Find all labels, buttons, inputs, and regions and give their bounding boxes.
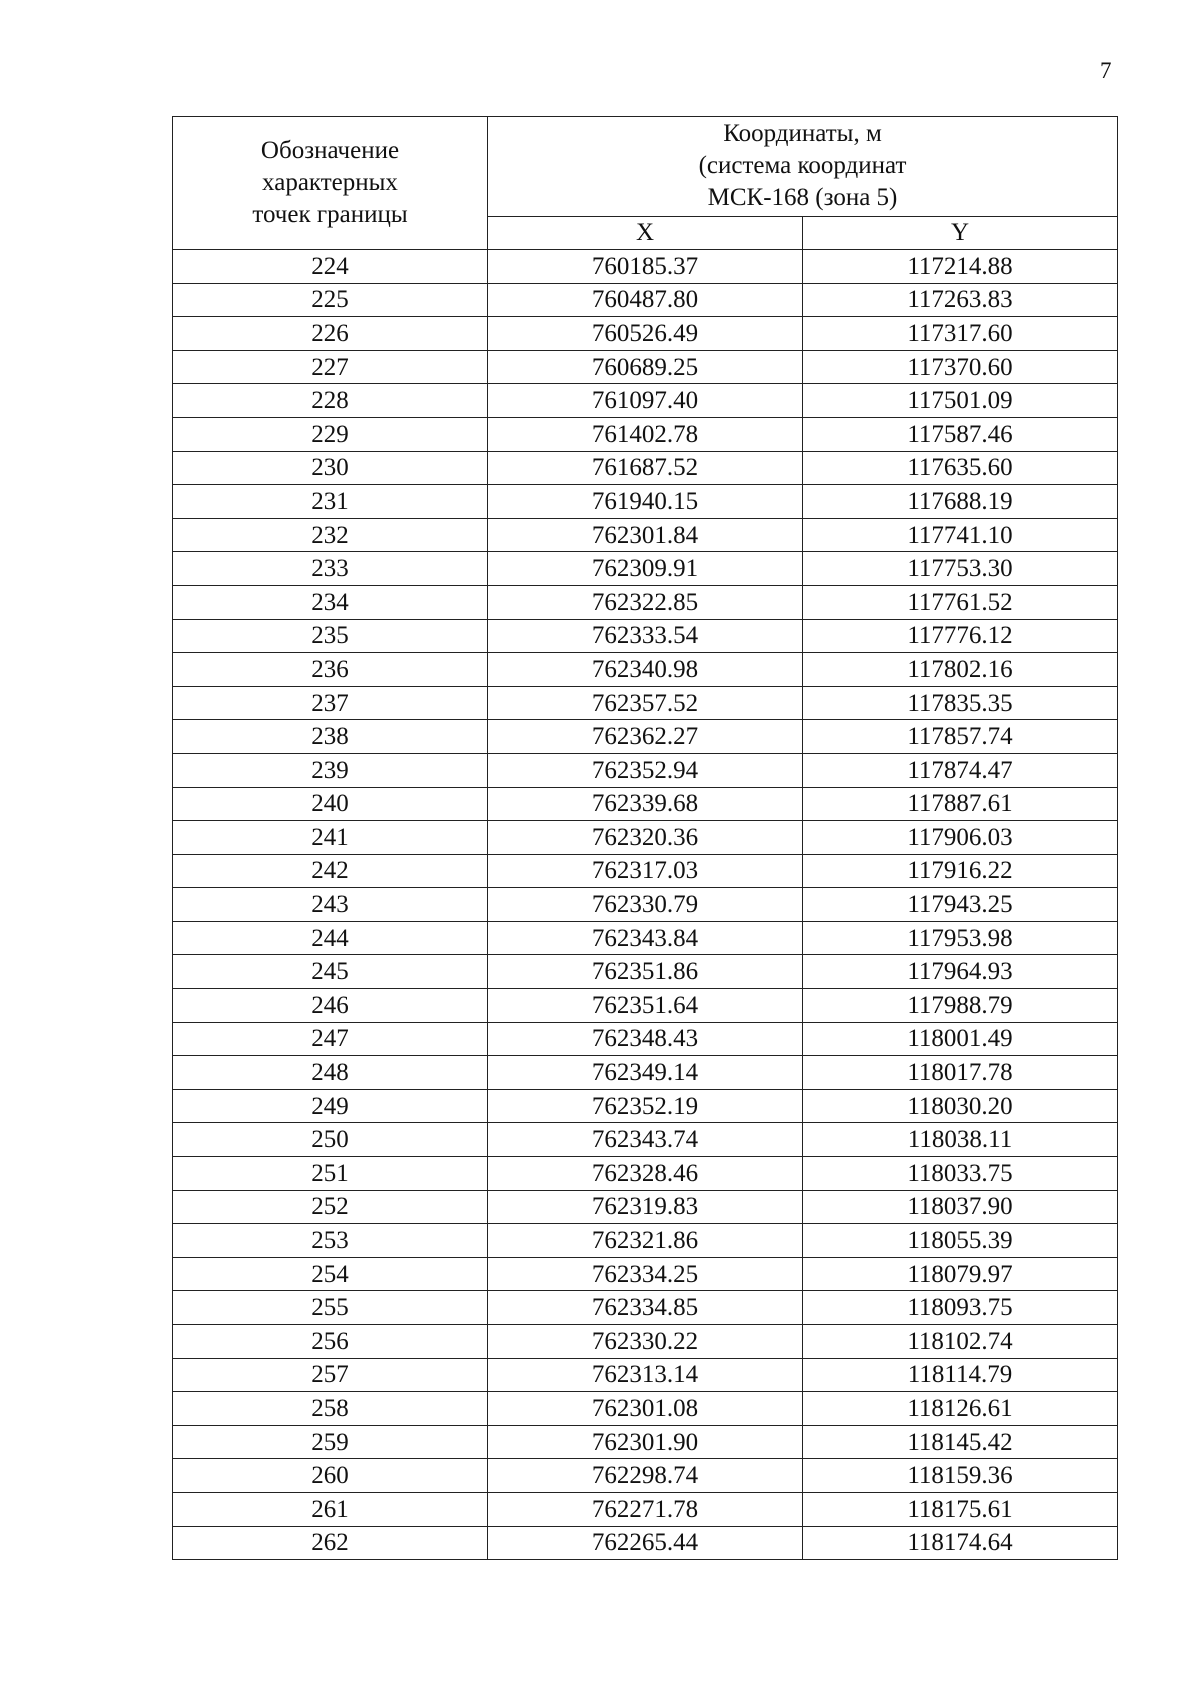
table-row: [173, 989, 1118, 1023]
x-coordinate-cell: 762320.36: [488, 821, 803, 855]
y-coordinate-cell: 118145.42: [803, 1425, 1118, 1459]
y-coordinate-cell: 117263.83: [803, 283, 1118, 317]
point-cell: 258: [173, 1392, 488, 1426]
x-coordinate-cell: 762334.85: [488, 1291, 803, 1325]
y-coordinate-cell: 117761.52: [803, 585, 1118, 619]
point-cell: 262: [173, 1526, 488, 1560]
x-coordinate-cell: 762352.94: [488, 753, 803, 787]
x-coordinate-cell: 761402.78: [488, 417, 803, 451]
x-coordinate-cell: 760185.37: [488, 250, 803, 284]
table-header: [173, 117, 1118, 250]
x-coordinate-cell: 762328.46: [488, 1157, 803, 1191]
x-coordinate-cell: 761940.15: [488, 485, 803, 519]
table-row: [173, 1492, 1118, 1526]
x-coordinate-cell: 762301.84: [488, 518, 803, 552]
x-coordinate-cell: 762343.74: [488, 1123, 803, 1157]
x-coordinate-cell: 762322.85: [488, 585, 803, 619]
table-row: [173, 753, 1118, 787]
x-column-header: X: [488, 216, 803, 249]
table-row: [173, 1257, 1118, 1291]
point-cell: 247: [173, 1022, 488, 1056]
table-row: [173, 1526, 1118, 1560]
point-cell: 248: [173, 1056, 488, 1090]
table-row: [173, 854, 1118, 888]
point-cell: 231: [173, 485, 488, 519]
y-coordinate-cell: 117741.10: [803, 518, 1118, 552]
y-coordinate-cell: 118102.74: [803, 1325, 1118, 1359]
y-coordinate-cell: 117753.30: [803, 552, 1118, 586]
point-cell: 259: [173, 1425, 488, 1459]
table-row: [173, 1022, 1118, 1056]
point-cell: 240: [173, 787, 488, 821]
x-coordinate-cell: 762301.08: [488, 1392, 803, 1426]
point-cell: 233: [173, 552, 488, 586]
point-cell: 261: [173, 1492, 488, 1526]
table-row: [173, 888, 1118, 922]
y-coordinate-cell: 117943.25: [803, 888, 1118, 922]
x-coordinate-cell: 762334.25: [488, 1257, 803, 1291]
table-body: [173, 250, 1118, 1560]
table-row: [173, 821, 1118, 855]
x-coordinate-cell: 762330.79: [488, 888, 803, 922]
page-number: 7: [1100, 58, 1112, 83]
table-row: [173, 451, 1118, 485]
point-cell: 234: [173, 585, 488, 619]
table-row: [173, 1224, 1118, 1258]
point-cell: 228: [173, 384, 488, 418]
y-coordinate-cell: 118038.11: [803, 1123, 1118, 1157]
coordinates-header: Координаты, м (система координат МСК-168 (зона 5): [488, 117, 1118, 217]
x-coordinate-cell: 761097.40: [488, 384, 803, 418]
y-coordinate-cell: 117587.46: [803, 417, 1118, 451]
table-row: [173, 350, 1118, 384]
point-cell: 253: [173, 1224, 488, 1258]
table-row: [173, 485, 1118, 519]
x-coordinate-cell: 762301.90: [488, 1425, 803, 1459]
table-row: [173, 317, 1118, 351]
y-coordinate-cell: 117635.60: [803, 451, 1118, 485]
table-row: [173, 1392, 1118, 1426]
table-row: [173, 686, 1118, 720]
table-row: [173, 619, 1118, 653]
table-row: [173, 653, 1118, 687]
table-row: [173, 955, 1118, 989]
y-coordinate-cell: 117317.60: [803, 317, 1118, 351]
point-cell: 249: [173, 1089, 488, 1123]
point-cell: 244: [173, 921, 488, 955]
table-row: [173, 1190, 1118, 1224]
table-row: [173, 552, 1118, 586]
x-coordinate-cell: 762330.22: [488, 1325, 803, 1359]
x-coordinate-cell: 761687.52: [488, 451, 803, 485]
point-cell: 224: [173, 250, 488, 284]
y-coordinate-cell: 118079.97: [803, 1257, 1118, 1291]
x-coordinate-cell: 762298.74: [488, 1459, 803, 1493]
x-coordinate-cell: 762333.54: [488, 619, 803, 653]
x-coordinate-cell: 762362.27: [488, 720, 803, 754]
y-coordinate-cell: 117688.19: [803, 485, 1118, 519]
x-coordinate-cell: 760487.80: [488, 283, 803, 317]
table-row: [173, 1358, 1118, 1392]
x-coordinate-cell: 762271.78: [488, 1492, 803, 1526]
coordinates-table: [172, 116, 1118, 1560]
x-coordinate-cell: 762349.14: [488, 1056, 803, 1090]
y-coordinate-cell: 118030.20: [803, 1089, 1118, 1123]
y-coordinate-cell: 117370.60: [803, 350, 1118, 384]
point-cell: 238: [173, 720, 488, 754]
point-designation-header: Обозначение характерных точек границы: [173, 117, 488, 250]
point-cell: 251: [173, 1157, 488, 1191]
table-row: [173, 283, 1118, 317]
y-coordinate-cell: 118017.78: [803, 1056, 1118, 1090]
y-coordinate-cell: 118159.36: [803, 1459, 1118, 1493]
point-cell: 245: [173, 955, 488, 989]
point-cell: 252: [173, 1190, 488, 1224]
table-row: [173, 787, 1118, 821]
point-cell: 225: [173, 283, 488, 317]
y-coordinate-cell: 118037.90: [803, 1190, 1118, 1224]
y-coordinate-cell: 118001.49: [803, 1022, 1118, 1056]
y-coordinate-cell: 118055.39: [803, 1224, 1118, 1258]
y-coordinate-cell: 117214.88: [803, 250, 1118, 284]
table-row: [173, 1123, 1118, 1157]
y-coordinate-cell: 118126.61: [803, 1392, 1118, 1426]
point-cell: 250: [173, 1123, 488, 1157]
point-cell: 237: [173, 686, 488, 720]
y-coordinate-cell: 118114.79: [803, 1358, 1118, 1392]
x-coordinate-cell: 762339.68: [488, 787, 803, 821]
y-coordinate-cell: 117964.93: [803, 955, 1118, 989]
point-cell: 241: [173, 821, 488, 855]
x-coordinate-cell: 762351.64: [488, 989, 803, 1023]
y-coordinate-cell: 117874.47: [803, 753, 1118, 787]
x-coordinate-cell: 762357.52: [488, 686, 803, 720]
point-cell: 242: [173, 854, 488, 888]
y-coordinate-cell: 117906.03: [803, 821, 1118, 855]
x-coordinate-cell: 760689.25: [488, 350, 803, 384]
table-row: [173, 518, 1118, 552]
y-coordinate-cell: 117857.74: [803, 720, 1118, 754]
point-cell: 257: [173, 1358, 488, 1392]
table-row: [173, 1089, 1118, 1123]
x-coordinate-cell: 762313.14: [488, 1358, 803, 1392]
table-row: [173, 585, 1118, 619]
y-coordinate-cell: 117802.16: [803, 653, 1118, 687]
x-coordinate-cell: 762317.03: [488, 854, 803, 888]
y-coordinate-cell: 118033.75: [803, 1157, 1118, 1191]
point-cell: 226: [173, 317, 488, 351]
point-cell: 246: [173, 989, 488, 1023]
x-coordinate-cell: 762351.86: [488, 955, 803, 989]
table-row: [173, 250, 1118, 284]
y-coordinate-cell: 117916.22: [803, 854, 1118, 888]
x-coordinate-cell: 762321.86: [488, 1224, 803, 1258]
table-row: [173, 1459, 1118, 1493]
y-coordinate-cell: 118093.75: [803, 1291, 1118, 1325]
x-coordinate-cell: 762265.44: [488, 1526, 803, 1560]
table-row: [173, 1291, 1118, 1325]
x-coordinate-cell: 762352.19: [488, 1089, 803, 1123]
x-coordinate-cell: 762319.83: [488, 1190, 803, 1224]
point-cell: 254: [173, 1257, 488, 1291]
y-coordinate-cell: 117776.12: [803, 619, 1118, 653]
table-row: [173, 921, 1118, 955]
point-cell: 260: [173, 1459, 488, 1493]
x-coordinate-cell: 762340.98: [488, 653, 803, 687]
point-cell: 232: [173, 518, 488, 552]
table-row: [173, 720, 1118, 754]
y-coordinate-cell: 117501.09: [803, 384, 1118, 418]
y-coordinate-cell: 117953.98: [803, 921, 1118, 955]
point-cell: 239: [173, 753, 488, 787]
table-row: [173, 1325, 1118, 1359]
y-coordinate-cell: 117887.61: [803, 787, 1118, 821]
point-cell: 229: [173, 417, 488, 451]
table-row: [173, 1425, 1118, 1459]
point-cell: 256: [173, 1325, 488, 1359]
point-cell: 227: [173, 350, 488, 384]
y-coordinate-cell: 117835.35: [803, 686, 1118, 720]
y-column-header: Y: [803, 216, 1118, 249]
table-row: [173, 1157, 1118, 1191]
point-cell: 255: [173, 1291, 488, 1325]
x-coordinate-cell: 762348.43: [488, 1022, 803, 1056]
x-coordinate-cell: 762309.91: [488, 552, 803, 586]
table-row: [173, 384, 1118, 418]
y-coordinate-cell: 118175.61: [803, 1492, 1118, 1526]
y-coordinate-cell: 117988.79: [803, 989, 1118, 1023]
x-coordinate-cell: 760526.49: [488, 317, 803, 351]
point-cell: 235: [173, 619, 488, 653]
point-cell: 243: [173, 888, 488, 922]
point-cell: 236: [173, 653, 488, 687]
table-row: [173, 417, 1118, 451]
point-cell: 230: [173, 451, 488, 485]
x-coordinate-cell: 762343.84: [488, 921, 803, 955]
table-row: [173, 1056, 1118, 1090]
y-coordinate-cell: 118174.64: [803, 1526, 1118, 1560]
